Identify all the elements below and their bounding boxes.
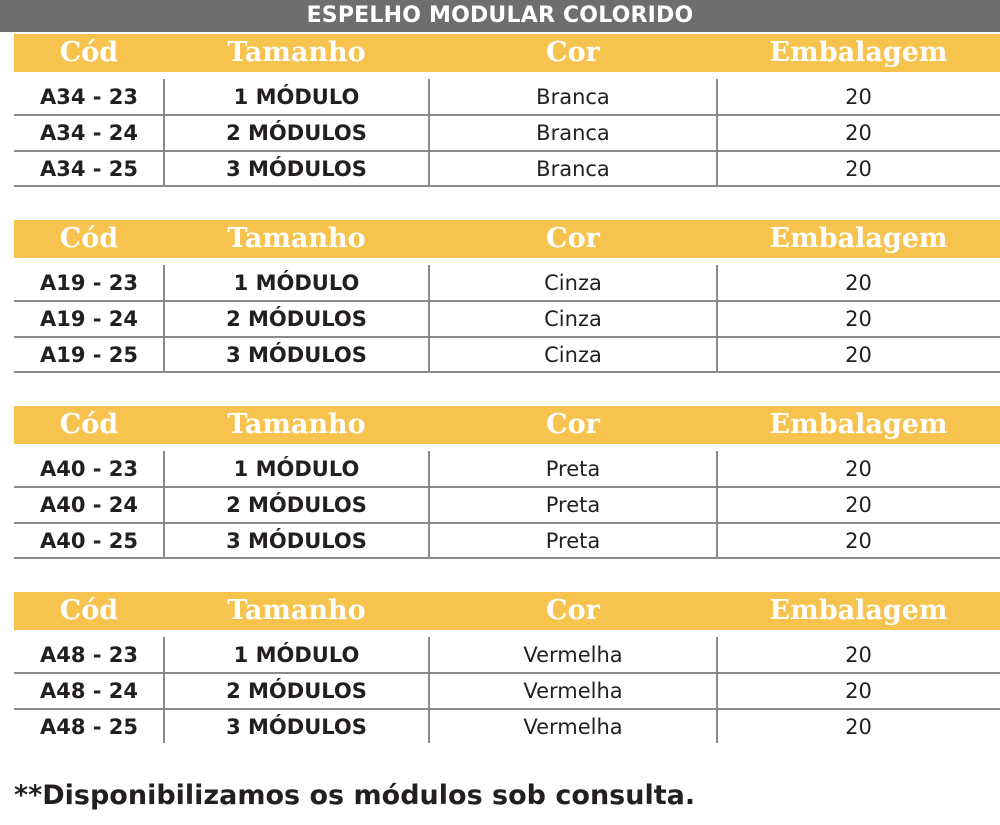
cell-size: 3 MÓDULOS <box>226 157 367 181</box>
page-title: ESPELHO MODULAR COLORIDO <box>0 0 1000 32</box>
header-color: Cor <box>546 595 600 626</box>
table-header <box>14 34 1000 72</box>
header-package: Embalagem <box>769 409 948 440</box>
table-row <box>0 673 1000 709</box>
cell-size: 3 MÓDULOS <box>226 715 367 739</box>
cell-size: 2 MÓDULOS <box>226 679 367 703</box>
cell-package: 20 <box>845 307 872 331</box>
cell-color: Branca <box>536 121 610 145</box>
cell-package: 20 <box>845 121 872 145</box>
cell-package: 20 <box>845 643 872 667</box>
cell-color: Preta <box>545 529 601 553</box>
cell-size: 2 MÓDULOS <box>226 307 367 331</box>
cell-size: 1 MÓDULO <box>233 643 360 667</box>
cell-package: 20 <box>845 157 872 181</box>
table-row <box>0 523 1000 559</box>
cell-color: Branca <box>536 85 610 109</box>
cell-color: Vermelha <box>523 715 623 739</box>
row-divider <box>14 557 1000 559</box>
cell-code: A48 - 25 <box>39 715 139 739</box>
cell-size: 2 MÓDULOS <box>226 493 367 517</box>
cell-package: 20 <box>845 715 872 739</box>
cell-package: 20 <box>845 679 872 703</box>
header-color: Cor <box>546 409 600 440</box>
row-divider <box>14 371 1000 373</box>
table-row <box>0 637 1000 673</box>
header-color: Cor <box>546 223 600 254</box>
table-row <box>0 115 1000 151</box>
table-row <box>0 265 1000 301</box>
cell-code: A19 - 24 <box>39 307 139 331</box>
cell-size: 3 MÓDULOS <box>226 529 367 553</box>
table-body <box>0 79 1000 187</box>
header-color: Cor <box>546 37 600 68</box>
cell-code: A19 - 23 <box>39 271 139 295</box>
cell-color: Vermelha <box>523 643 623 667</box>
table-body <box>0 637 1000 745</box>
cell-size: 2 MÓDULOS <box>226 121 367 145</box>
cell-code: A34 - 25 <box>39 157 139 181</box>
cell-size: 1 MÓDULO <box>233 457 360 481</box>
cell-color: Cinza <box>544 271 602 295</box>
cell-code: A40 - 25 <box>39 529 139 553</box>
header-package: Embalagem <box>769 37 948 68</box>
cell-code: A34 - 24 <box>39 121 139 145</box>
cell-package: 20 <box>845 529 872 553</box>
cell-color: Vermelha <box>523 679 623 703</box>
header-package: Embalagem <box>769 595 948 626</box>
table-row <box>0 301 1000 337</box>
cell-code: A40 - 24 <box>39 493 139 517</box>
cell-code: A19 - 25 <box>39 343 139 367</box>
cell-package: 20 <box>845 271 872 295</box>
table-row <box>0 79 1000 115</box>
header-size: Tamanho <box>227 37 366 68</box>
header-code: Cód <box>59 409 119 440</box>
table-header <box>14 220 1000 258</box>
cell-size: 3 MÓDULOS <box>226 343 367 367</box>
table-row <box>0 451 1000 487</box>
cell-code: A48 - 23 <box>39 643 139 667</box>
table-row <box>0 337 1000 373</box>
table-body <box>0 265 1000 373</box>
header-size: Tamanho <box>227 595 366 626</box>
header-package: Embalagem <box>769 223 948 254</box>
cell-code: A48 - 24 <box>39 679 139 703</box>
cell-color: Preta <box>545 493 601 517</box>
cell-color: Cinza <box>544 343 602 367</box>
header-size: Tamanho <box>227 223 366 254</box>
table-row <box>0 151 1000 187</box>
table-body <box>0 451 1000 559</box>
cell-code: A34 - 23 <box>39 85 139 109</box>
cell-package: 20 <box>845 493 872 517</box>
cell-package: 20 <box>845 343 872 367</box>
header-code: Cód <box>59 595 119 626</box>
cell-package: 20 <box>845 85 872 109</box>
cell-color: Preta <box>545 457 601 481</box>
row-divider <box>14 185 1000 187</box>
footnote: **Disponibilizamos os módulos sob consulta. <box>14 780 696 811</box>
table-header <box>14 406 1000 444</box>
cell-size: 1 MÓDULO <box>233 271 360 295</box>
cell-package: 20 <box>845 457 872 481</box>
cell-color: Branca <box>536 157 610 181</box>
header-code: Cód <box>59 37 119 68</box>
cell-size: 1 MÓDULO <box>233 85 360 109</box>
table-row <box>0 487 1000 523</box>
cell-code: A40 - 23 <box>39 457 139 481</box>
table-header <box>14 592 1000 630</box>
table-row <box>0 709 1000 745</box>
cell-color: Cinza <box>544 307 602 331</box>
header-size: Tamanho <box>227 409 366 440</box>
header-code: Cód <box>59 223 119 254</box>
